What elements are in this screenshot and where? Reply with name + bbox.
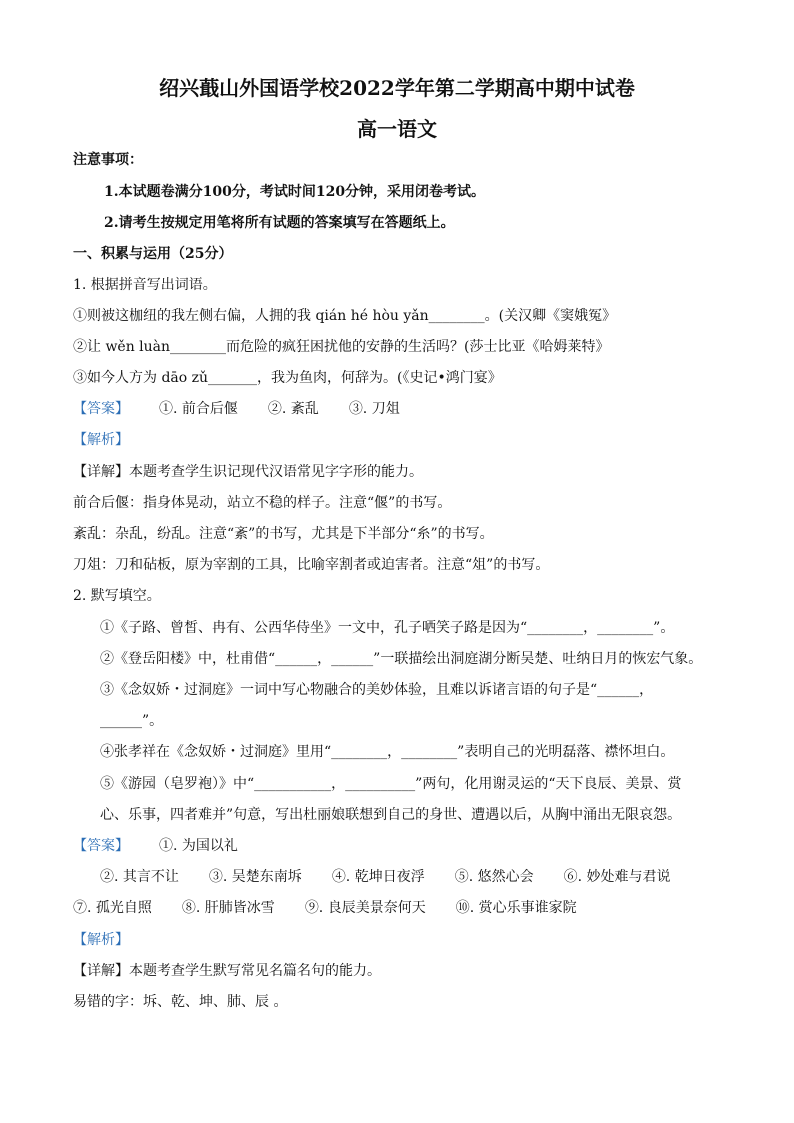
answer-label: 【答案】	[73, 401, 129, 417]
answer-item: ②. 其言不让	[100, 869, 179, 885]
answer-item: ①. 为国以礼	[159, 838, 238, 854]
answer-item: ①. 前合后偃	[159, 401, 238, 417]
notice-item-1: 1.本试题卷满分100分，考试时间120分钟，采用闭卷考试。	[104, 184, 486, 200]
question-2-answer-row-2	[100, 867, 671, 887]
analysis-line: 前合后偃：指身体晃动，站立不稳的样子。注意“偃”的书写。	[73, 495, 452, 511]
answer-label: 【答案】	[73, 838, 129, 854]
answer-item: ②. 紊乱	[267, 401, 319, 417]
analysis-line: 紊乱：杂乱，纷乱。注意“紊”的书写，尤其是下半部分“糸”的书写。	[73, 526, 494, 542]
analysis-label: 【解析】	[73, 932, 129, 948]
page-subtitle: 高一语文	[357, 117, 437, 141]
analysis-label: 【解析】	[73, 432, 129, 448]
analysis-line: 【详解】本题考查学生默写常见名篇名句的能力。	[73, 963, 381, 979]
answer-item: ④. 乾坤日夜浮	[331, 869, 425, 885]
question-2-line-5: ⑤《游园（皂罗袍）》中“___________，__________”两句，化用谢灵运的“天下良辰、美景、赏	[100, 776, 682, 792]
question-1-answer-row	[73, 399, 400, 419]
answer-item: ③. 吴楚东南坼	[208, 869, 302, 885]
answer-item: ⑨. 良辰美景奈何天	[304, 900, 426, 916]
notice-heading: 注意事项：	[73, 152, 143, 168]
question-2-answer-row-3	[73, 898, 577, 918]
answer-item: ⑤. 悠然心会	[454, 869, 534, 885]
question-2-line-3-cont: ______”。	[100, 713, 164, 729]
analysis-line: 刀俎：刀和砧板，原为宰割的工具，比喻宰割者或迫害者。注意“俎”的书写。	[73, 557, 550, 573]
question-2-line-1: ①《子路、曾皙、冉有、公西华侍坐》一文中，孔子哂笑子路是因为“________，________”。	[100, 620, 675, 636]
analysis-line: 【详解】本题考查学生识记现代汉语常见字字形的能力。	[73, 464, 423, 480]
question-2-line-3: ③《念奴娇・过洞庭》一词中写心物融合的美妙体验，且难以诉诸言语的句子是“______，	[100, 682, 654, 698]
question-2-line-2: ②《登岳阳楼》中，杜甫借“______，______”一联描绘出洞庭湖分断吴楚、吐纳日月的恢宏气象。	[100, 651, 703, 667]
question-1-stem: 1. 根据拼音写出词语。	[73, 277, 217, 293]
answer-item: ③. 刀俎	[348, 401, 400, 417]
page-title: 绍兴蕺山外国语学校2022学年第二学期高中期中试卷	[159, 76, 635, 100]
analysis-line: 易错的字：坼、乾、坤、肺、辰 。	[73, 994, 288, 1010]
question-2-line-5-cont: 心、乐事，四者难并”句意，写出杜丽娘联想到自己的身世、遭遇以后，从胸中涌出无限哀怨。	[100, 807, 682, 823]
question-2-stem: 2. 默写填空。	[73, 588, 161, 604]
answer-item: ⑩. 赏心乐事谁家院	[455, 900, 577, 916]
answer-item: ⑧. 肝肺皆冰雪	[181, 900, 275, 916]
answer-item: ⑥. 妙处难与君说	[563, 869, 671, 885]
question-1-line-2: ②让 wěn luàn________而危险的疯狂困扰他的安静的生活吗？(莎士比亚《哈姆莱特》	[73, 339, 610, 355]
question-2-answer-row-1	[73, 836, 238, 856]
question-2-line-4: ④张孝祥在《念奴娇・过洞庭》里用“________，________”表明自己的光明磊落、襟怀坦白。	[100, 744, 675, 760]
question-1-line-1: ①则被这枷纽的我左侧右偏，人拥的我 qián hé hòu yǎn________。(关汉卿《窦娥冤》	[73, 308, 617, 324]
answer-item: ⑦. 孤光自照	[73, 900, 152, 916]
notice-item-2: 2.请考生按规定用笔将所有试题的答案填写在答题纸上。	[104, 215, 455, 231]
section-heading: 一、积累与运用（25分）	[73, 246, 233, 262]
question-1-line-3: ③如今人方为 dāo zǔ_______，我为鱼肉，何辞为。(《史记•鸿门宴》	[73, 370, 502, 386]
